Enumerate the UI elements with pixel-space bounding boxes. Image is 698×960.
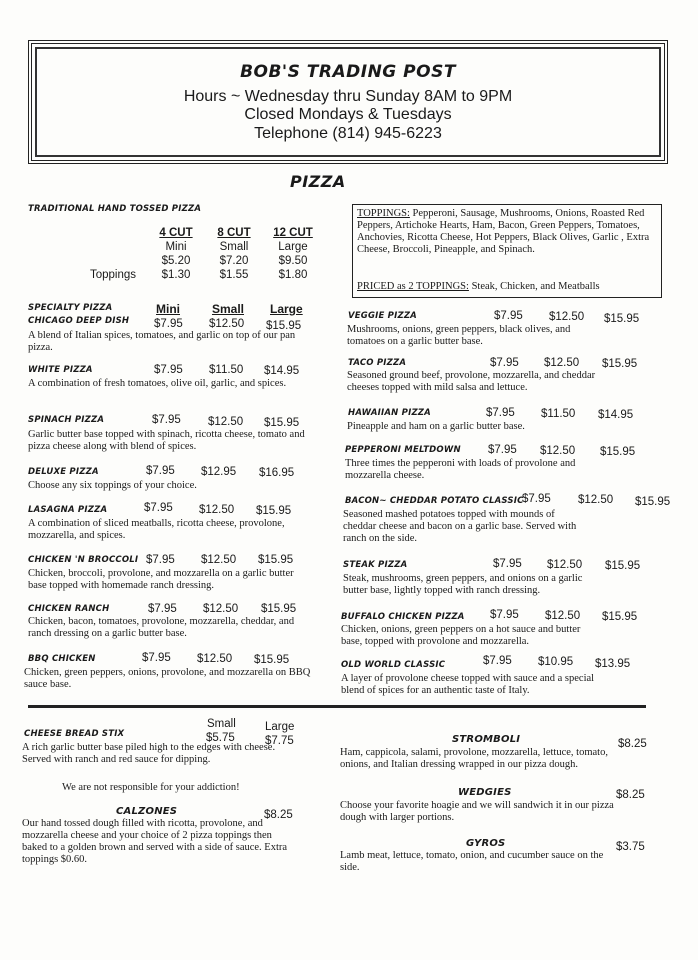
- item-price-large: $15.95: [266, 320, 302, 332]
- item-price-large: $15.95: [635, 496, 671, 508]
- item-price-small: $12.95: [201, 466, 237, 478]
- item-price-mini: $7.95: [488, 444, 517, 456]
- item-desc: Chicken, broccoli, provolone, and mozzarella on a garlic butter base topped with homemade ranch dressing.: [28, 568, 294, 591]
- item-price-large: $15.95: [254, 654, 290, 666]
- item-name: HAWAIIAN PIZZA: [348, 408, 431, 418]
- bread-small-label: Small: [207, 718, 236, 730]
- item-desc: Choose any six toppings of your choice.: [28, 480, 197, 491]
- phone-line: Telephone (814) 945-6223: [254, 125, 442, 142]
- item-name: GYROS: [466, 838, 506, 849]
- item-price-small: $11.50: [209, 364, 244, 376]
- item-price-small: $12.50: [544, 357, 580, 369]
- item-price-mini: $7.95: [490, 357, 519, 369]
- item-desc: A rich garlic butter base piled high to the edges with cheese. Served with ranch and red sauce for dipping.: [22, 742, 276, 765]
- item-price-large: $15.95: [605, 560, 641, 572]
- item-name: STROMBOLI: [452, 734, 521, 745]
- item-price-large: $15.95: [261, 603, 297, 615]
- item-price-mini: $7.95: [154, 318, 183, 330]
- item-desc: Steak, mushrooms, green peppers, and onions on a garlic butter base, lightly topped with ranch dressing.: [343, 573, 583, 596]
- item-price-small: $10.95: [538, 656, 574, 668]
- item-price: $8.25: [618, 738, 647, 750]
- item-name: BBQ CHICKEN: [28, 654, 96, 664]
- item-price-large: $14.95: [598, 409, 634, 421]
- priced-label: PRICED as 2 TOPPINGS:: [357, 281, 469, 292]
- hours-line: Hours ~ Wednesday thru Sunday 8AM to 9PM: [183, 88, 513, 105]
- item-desc: Seasoned ground beef, provolone, mozzarella, and cheddar cheeses topped with mild salsa and lettuce.: [347, 370, 596, 393]
- size-small: Small: [219, 241, 249, 253]
- item-price-mini: $7.95: [494, 310, 523, 322]
- item-price-large: $16.95: [259, 467, 295, 479]
- traditional-title: TRADITIONAL HAND TOSSED PIZZA: [28, 204, 202, 214]
- restaurant-name: BOB'S TRADING POST: [240, 62, 456, 82]
- addiction-note: We are not responsible for your addiction!: [62, 782, 240, 793]
- bread-large-label: Large: [265, 721, 295, 733]
- price-large: $9.50: [278, 255, 308, 267]
- item-name: DELUXE PIZZA: [28, 467, 99, 477]
- item-price-large: $15.95: [264, 417, 300, 429]
- item-price-large: $15.95: [256, 505, 292, 517]
- item-desc: Chicken, green peppers, onions, provolone, and mozzarella on BBQ sauce base.: [24, 667, 311, 690]
- item-desc: Our hand tossed dough filled with ricotta, provolone, and mozzarella cheese and your choice of 2 pizza toppings then baked to a golden brown and served with a side of sauce. Extra toppings $0.60.: [22, 818, 288, 865]
- price-mini: $5.20: [161, 255, 191, 267]
- item-desc: Seasoned mashed potatoes topped with mounds of cheddar cheese and bacon on a garlic base. Served with ranch on the side.: [343, 509, 577, 544]
- item-price-small: $12.50: [201, 554, 237, 566]
- item-name: PEPPERONI MELTDOWN: [345, 445, 461, 455]
- size-mini: Mini: [165, 241, 187, 253]
- item-price-small: $12.50: [209, 318, 245, 330]
- cut-4: 4 CUT: [159, 227, 193, 239]
- item-desc: A blend of Italian spices, tomatoes, and garlic on top of our pan pizza.: [28, 330, 296, 353]
- item-desc: Lamb meat, lettuce, tomato, onion, and cucumber sauce on the side.: [340, 850, 604, 873]
- hdr-mini: Mini: [156, 302, 180, 316]
- item-price-mini: $7.95: [152, 414, 181, 426]
- item-desc: Chicken, onions, green peppers on a hot sauce and butter base, topped with provolone and mozzarella.: [341, 624, 581, 647]
- item-price-small: $12.50: [197, 653, 233, 665]
- size-large: Large: [278, 241, 308, 253]
- section-divider: [28, 705, 646, 708]
- toppings-label-box: TOPPINGS:: [357, 208, 410, 219]
- item-name: LASAGNA PIZZA: [28, 505, 108, 515]
- item-desc: Ham, cappicola, salami, provolone, mozzarella, lettuce, tomato, onions, and Italian dressing wrapped in our pizza dough.: [340, 747, 608, 770]
- hdr-large: Large: [270, 302, 303, 316]
- item-desc: Pineapple and ham on a garlic butter base.: [347, 421, 525, 432]
- item-price-mini: $7.95: [146, 465, 175, 477]
- price-small: $7.20: [219, 255, 249, 267]
- item-price: $8.25: [616, 789, 645, 801]
- item-price-large: $15.95: [258, 554, 294, 566]
- item-name: WHITE PIZZA: [28, 365, 93, 375]
- item-desc: A combination of sliced meatballs, ricotta cheese, provolone, mozzarella, and spices.: [28, 518, 285, 541]
- toppings-box: [352, 204, 662, 298]
- item-name: BACON~ CHEDDAR POTATO CLASSIC: [345, 496, 524, 506]
- header-box: [28, 40, 668, 164]
- item-price-large: $15.95: [602, 611, 638, 623]
- item-name: WEDGIES: [458, 787, 512, 798]
- item-name: CALZONES: [116, 806, 178, 817]
- item-price-large: $15.95: [602, 358, 638, 370]
- item-price-small: $12.50: [545, 610, 581, 622]
- item-price-mini: $7.95: [144, 502, 173, 514]
- item-price-large: $13.95: [595, 658, 631, 670]
- item-price-small: $12.50: [540, 445, 576, 457]
- item-price-mini: $7.95: [142, 652, 171, 664]
- item-price-large: $15.95: [604, 313, 640, 325]
- item-price-mini: $7.95: [490, 609, 519, 621]
- item-name: CHICAGO DEEP DISH: [28, 316, 130, 326]
- item-price-mini: $7.95: [486, 407, 515, 419]
- item-name: STEAK PIZZA: [343, 560, 408, 570]
- hdr-small: Small: [212, 302, 245, 316]
- item-price-small: $12.50: [547, 559, 583, 571]
- item-desc: A layer of provolone cheese topped with sauce and a special blend of spices for an authentic taste of Italy.: [341, 673, 595, 696]
- item-price: $3.75: [616, 841, 645, 853]
- item-price-mini: $7.95: [483, 655, 512, 667]
- item-price-mini: $7.95: [522, 493, 551, 505]
- item-price-small: $12.50: [208, 416, 244, 428]
- item-name: TACO PIZZA: [348, 358, 407, 368]
- item-price-mini: $7.95: [493, 558, 522, 570]
- pizza-heading: PIZZA: [290, 172, 346, 191]
- item-desc: Three times the pepperoni with loads of provolone and mozzarella cheese.: [345, 458, 576, 481]
- item-desc: Choose your favorite hoagie and we will sandwich it in our pizza dough with larger portions.: [340, 800, 614, 823]
- item-desc: Mushrooms, onions, green peppers, black olives, and tomatoes on a garlic butter base.: [347, 324, 571, 347]
- item-price-large: $15.95: [600, 446, 636, 458]
- item-name: CHICKEN 'N BROCCOLI: [28, 555, 139, 565]
- topping-mini: $1.30: [161, 269, 191, 281]
- item-price-large: $14.95: [264, 365, 300, 377]
- toppings-list: Pepperoni, Sausage, Mushrooms, Onions, Roasted Red Peppers, Artichoke Hearts, Ham, Bacon, Green Peppers, Tomatoes, Anchovies, Ricotta Cheese, Hot Peppers, Black Olives, Garlic , Extra Cheese, Broccoli, Pineapple, and Spinach.: [357, 208, 650, 255]
- item-price-small: $12.50: [578, 494, 614, 506]
- topping-small: $1.55: [219, 269, 249, 281]
- item-desc: Garlic butter base topped with spinach, ricotta cheese, tomato and pizza cheese along with blend of spices.: [28, 429, 305, 452]
- item-name: SPINACH PIZZA: [28, 415, 105, 425]
- item-price-small: $12.50: [549, 311, 585, 323]
- item-name: VEGGIE PIZZA: [348, 311, 417, 321]
- item-name: OLD WORLD CLASSIC: [341, 660, 446, 670]
- item-name: CHICKEN RANCH: [28, 604, 110, 614]
- item-price-small: $11.50: [541, 408, 576, 420]
- cut-8: 8 CUT: [217, 227, 251, 239]
- item-name: CHEESE BREAD STIX: [24, 729, 125, 739]
- cut-12: 12 CUT: [273, 227, 313, 239]
- bread-large-price: $7.75: [265, 735, 294, 747]
- item-name: BUFFALO CHICKEN PIZZA: [341, 612, 465, 622]
- item-price-small: $12.50: [199, 504, 235, 516]
- item-price: $8.25: [264, 809, 293, 821]
- item-desc: A combination of fresh tomatoes, olive oil, garlic, and spices.: [28, 378, 287, 389]
- bread-small-price: $5.75: [206, 732, 235, 744]
- item-price-mini: $7.95: [146, 554, 175, 566]
- item-price-small: $12.50: [203, 603, 239, 615]
- item-desc: Chicken, bacon, tomatoes, provolone, mozzarella, cheddar, and ranch dressing on a garlic butter base.: [28, 616, 295, 639]
- topping-large: $1.80: [278, 269, 308, 281]
- item-price-mini: $7.95: [154, 364, 183, 376]
- toppings-label: Toppings: [90, 269, 137, 281]
- specialty-title: SPECIALTY PIZZA: [28, 303, 113, 313]
- item-price-mini: $7.95: [148, 603, 177, 615]
- closed-line: Closed Mondays & Tuesdays: [244, 106, 452, 123]
- priced-list: Steak, Chicken, and Meatballs: [471, 281, 600, 292]
